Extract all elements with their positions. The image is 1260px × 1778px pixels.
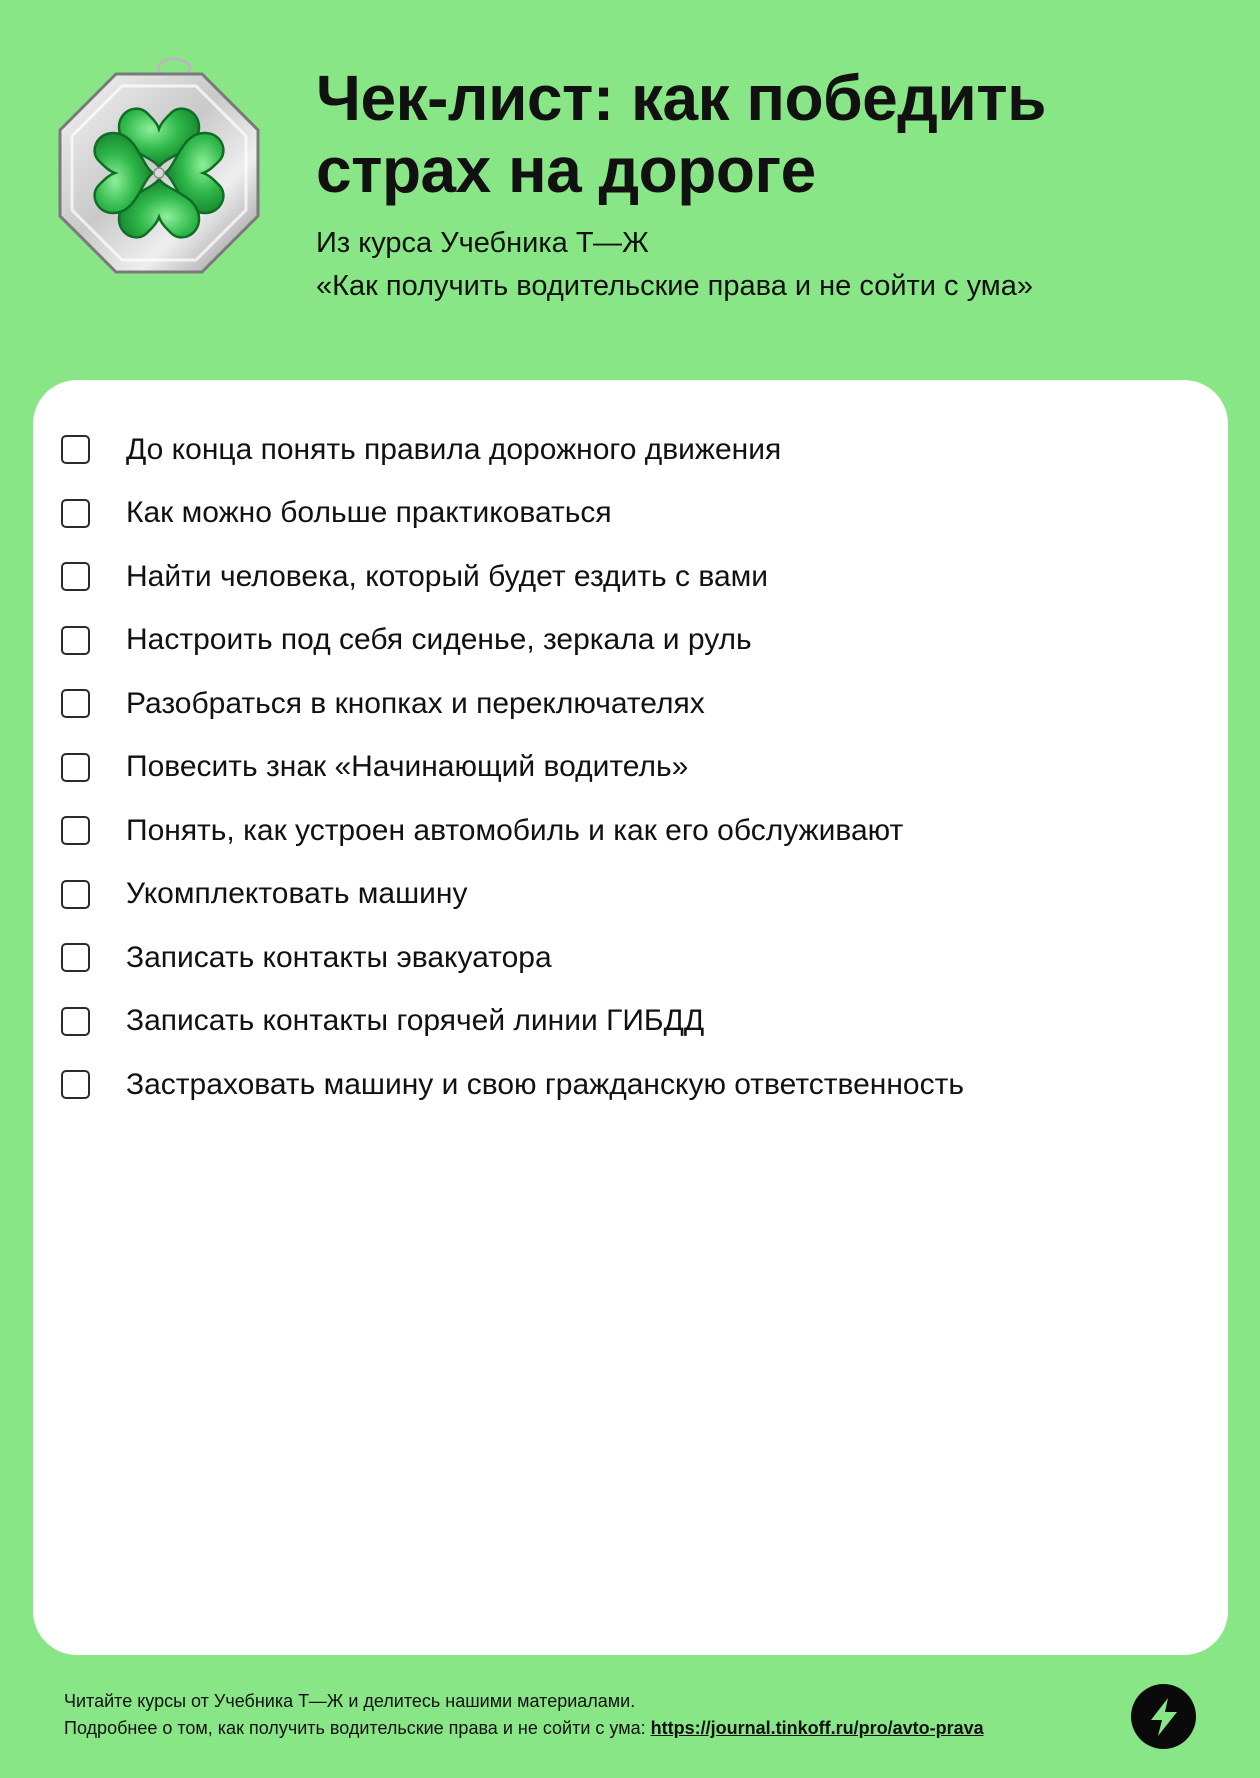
checklist-item[interactable] (61, 736, 964, 800)
checkbox[interactable] (61, 1070, 90, 1099)
checkbox[interactable] (61, 1007, 90, 1036)
checklist-item[interactable] (61, 482, 964, 546)
course-link[interactable]: https://journal.tinkoff.ru/pro/avto-prava (650, 1718, 984, 1738)
lightning-bolt-icon (1131, 1684, 1196, 1749)
checklist-item[interactable] (61, 609, 964, 673)
checklist-item[interactable] (61, 863, 964, 927)
course-name: «Как получить водительские права и не сойти с ума» (316, 270, 1033, 302)
checkbox[interactable] (61, 816, 90, 845)
footer-line-2 (64, 1715, 1114, 1742)
checkbox[interactable] (61, 499, 90, 528)
checklist-item-label: Записать контакты эвакуатора (126, 940, 552, 974)
four-leaf-clover-tag-icon (56, 56, 262, 278)
checkbox[interactable] (61, 880, 90, 909)
checklist-item-label: Найти человека, который будет ездить с вами (126, 559, 769, 593)
course-source: Из курса Учебника Т—Ж (316, 227, 649, 259)
checklist-item-label: Разобраться в кнопках и переключателях (126, 686, 705, 720)
checklist-item[interactable] (61, 926, 964, 990)
checklist-item-label: Укомплектовать машину (126, 877, 468, 911)
footer-line-1: Читайте курсы от Учебника Т—Ж и делитесь нашими материалами. (64, 1691, 636, 1711)
checklist-item-label: До конца понять правила дорожного движения (126, 432, 782, 466)
checklist-item[interactable] (61, 1053, 964, 1117)
checklist-item[interactable] (61, 418, 964, 482)
checklist-card (33, 380, 1228, 1655)
checkbox[interactable] (61, 943, 90, 972)
checklist-item[interactable] (61, 545, 964, 609)
footer-line-2-text: Подробнее о том, как получить водительские права и не сойти с ума: (64, 1718, 651, 1738)
checklist-item-label: Понять, как устроен автомобиль и как его обслуживают (126, 813, 904, 847)
checklist-item-label: Повесить знак «Начинающий водитель» (126, 750, 689, 784)
checklist-item-label: Настроить под себя сиденье, зеркала и руль (126, 623, 752, 657)
checkbox[interactable] (61, 626, 90, 655)
footer (64, 1688, 1114, 1742)
checkbox[interactable] (61, 689, 90, 718)
checkbox[interactable] (61, 753, 90, 782)
page-title: Чек-лист: как победить страх на дороге (316, 62, 1046, 206)
checkbox[interactable] (61, 435, 90, 464)
checklist-item-label: Записать контакты горячей линии ГИБДД (126, 1004, 705, 1038)
checklist-item[interactable] (61, 990, 964, 1054)
checklist (61, 418, 964, 1117)
course-subtitle (316, 222, 1236, 308)
checklist-item[interactable] (61, 672, 964, 736)
checklist-item[interactable] (61, 799, 964, 863)
checklist-item-label: Застраховать машину и свою гражданскую ответственность (126, 1067, 964, 1101)
checklist-item-label: Как можно больше практиковаться (126, 496, 612, 530)
checkbox[interactable] (61, 562, 90, 591)
